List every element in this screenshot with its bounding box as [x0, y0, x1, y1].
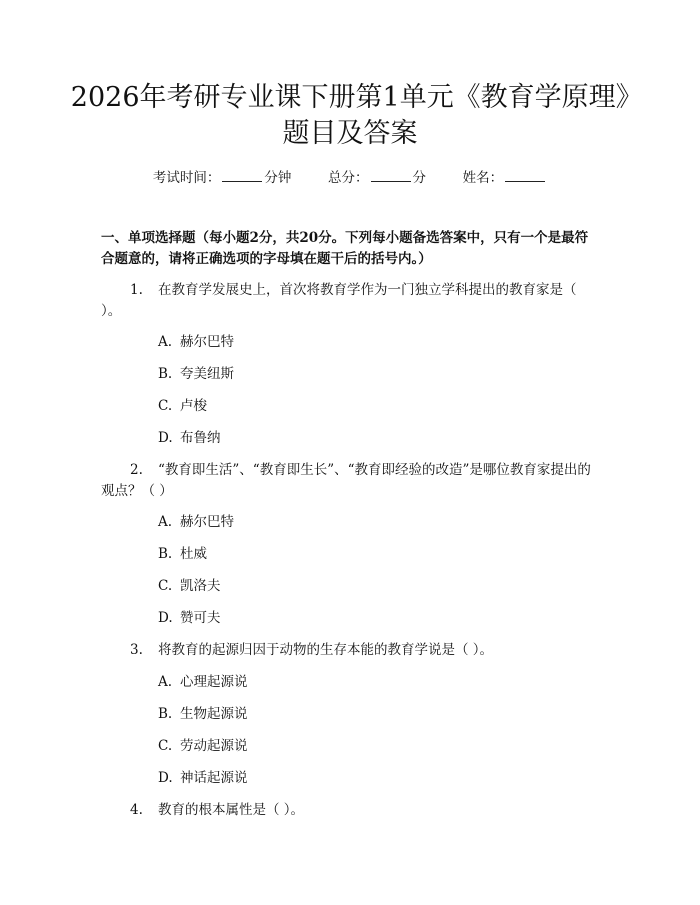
exam-time-label: 考试时间： — [152, 170, 221, 186]
option-letter: C. — [158, 738, 173, 754]
question-3-option-d — [158, 768, 248, 788]
option-letter: B. — [158, 366, 173, 382]
question-text: 将教育的起源归因于动物的生存本能的教育学说是（ ）。 — [158, 642, 494, 658]
page-title: 2026年考研专业课下册第1单元《教育学原理》题目及答案 — [70, 82, 630, 149]
option-text: 赞可夫 — [180, 610, 221, 626]
question-2-option-c — [158, 576, 221, 596]
question-text: 在教育学发展史上，首次将教育学作为一门独立学科提出的教育家是（ ）。 — [101, 282, 577, 319]
question-text: 教育的根本属性是（ ）。 — [158, 802, 305, 818]
question-1-option-c — [158, 396, 207, 416]
question-1-option-b — [158, 364, 234, 384]
option-text: 心理起源说 — [180, 674, 248, 690]
option-text: 凯洛夫 — [180, 578, 221, 594]
option-letter: A. — [158, 514, 173, 530]
option-text: 赫尔巴特 — [180, 514, 234, 530]
question-2 — [101, 460, 601, 502]
option-letter: D. — [158, 770, 173, 786]
option-letter: B. — [158, 706, 173, 722]
question-number: 3. — [130, 642, 143, 658]
total-score-label: 总分： — [328, 170, 369, 186]
option-text: 夸美纽斯 — [180, 366, 234, 382]
question-number: 1. — [130, 282, 143, 298]
option-letter: D. — [158, 430, 173, 446]
total-score-blank — [371, 169, 411, 182]
question-2-option-d — [158, 608, 221, 628]
question-3 — [101, 640, 601, 661]
question-number: 4. — [130, 802, 143, 818]
question-3-option-c — [158, 736, 248, 756]
question-text: “教育即生活”、“教育即生长”、“教育即经验的改造”是哪位教育家提出的观点？（ ） — [101, 462, 591, 499]
section-heading: 一、单项选择题（每小题2分，共20分。下列每小题备选答案中，只有一个是最符合题意的，请将正确选项的字母填在题干后的括号内。） — [101, 230, 589, 267]
question-number: 2. — [130, 462, 143, 478]
question-2-option-a — [158, 512, 234, 532]
student-name-blank — [505, 169, 545, 182]
option-text: 生物起源说 — [180, 706, 248, 722]
option-letter: C. — [158, 398, 173, 414]
option-text: 赫尔巴特 — [180, 334, 234, 350]
option-text: 神话起源说 — [180, 770, 248, 786]
question-1-option-a — [158, 332, 234, 352]
option-letter: A. — [158, 334, 173, 350]
question-3-option-b — [158, 704, 248, 724]
option-text: 劳动起源说 — [180, 738, 248, 754]
question-4 — [101, 800, 601, 821]
question-1 — [101, 280, 601, 322]
exam-time-blank — [222, 169, 262, 182]
question-1-option-d — [158, 428, 221, 448]
option-text: 布鲁纳 — [180, 430, 221, 446]
student-name-label: 姓名： — [462, 170, 504, 186]
option-text: 卢梭 — [180, 398, 207, 414]
option-letter: A. — [158, 674, 173, 690]
option-letter: D. — [158, 610, 173, 626]
question-3-option-a — [158, 672, 248, 692]
exam-time-unit: 分钟 — [264, 170, 292, 186]
total-score-unit: 分 — [412, 170, 426, 186]
option-letter: B. — [158, 546, 173, 562]
exam-info-line — [0, 168, 700, 188]
option-text: 杜威 — [180, 546, 207, 562]
question-2-option-b — [158, 544, 207, 564]
option-letter: C. — [158, 578, 173, 594]
